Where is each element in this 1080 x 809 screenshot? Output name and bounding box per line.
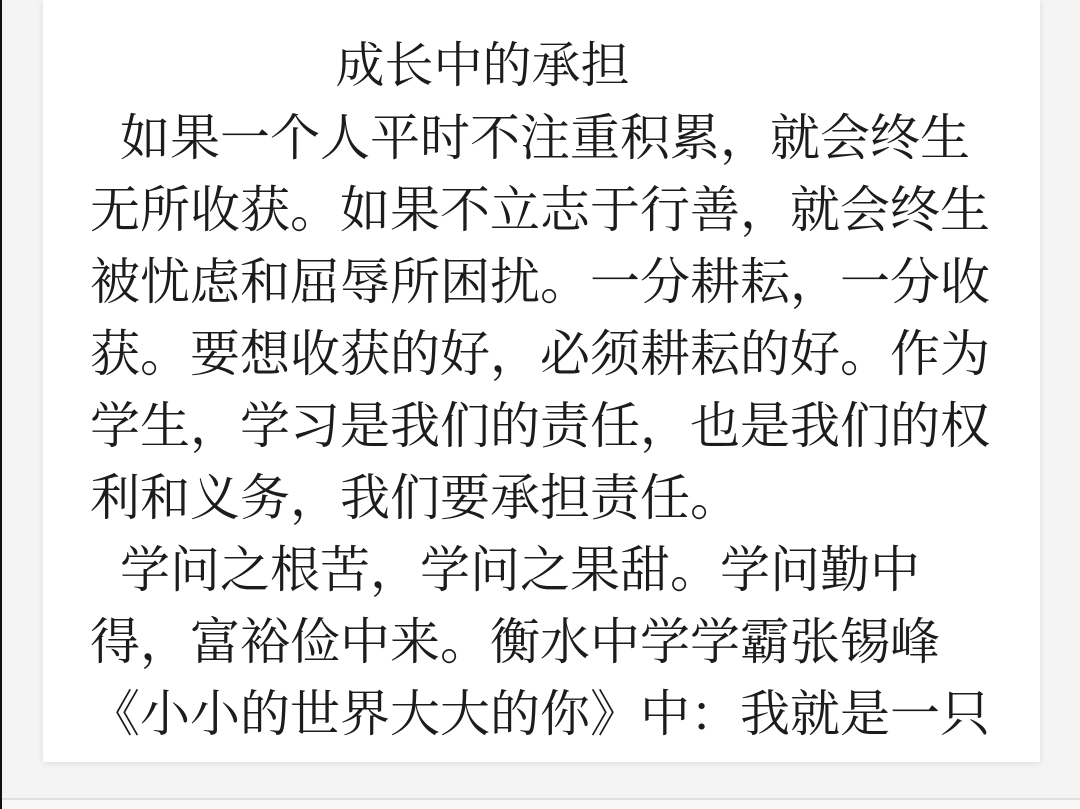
text-line: 利和义务，我们要承担责任。 [90, 470, 740, 526]
text-line: 《小小的世界大大的你》中：我就是一只 [90, 686, 990, 742]
document-title: 成长中的承担 [335, 39, 630, 93]
text-line: 学问之根苦，学问之果甜。学问勤中 [120, 542, 920, 598]
bottom-strip [0, 800, 1080, 809]
left-edge-line [0, 0, 2, 809]
text-line: 获。要想收获的好，必须耕耘的好。作为 [90, 326, 990, 382]
text-line: 学生，学习是我们的责任，也是我们的权 [90, 398, 990, 454]
text-line: 得，富裕俭中来。衡水中学学霸张锡峰 [90, 614, 940, 670]
text-line: 无所收获。如果不立志于行善，就会终生 [90, 182, 990, 238]
text-line: 被忧虑和屈辱所困扰。一分耕耘，一分收 [90, 254, 990, 310]
text-line: 如果一个人平时不注重积累，就会终生 [120, 110, 970, 166]
document-page [43, 0, 1040, 762]
